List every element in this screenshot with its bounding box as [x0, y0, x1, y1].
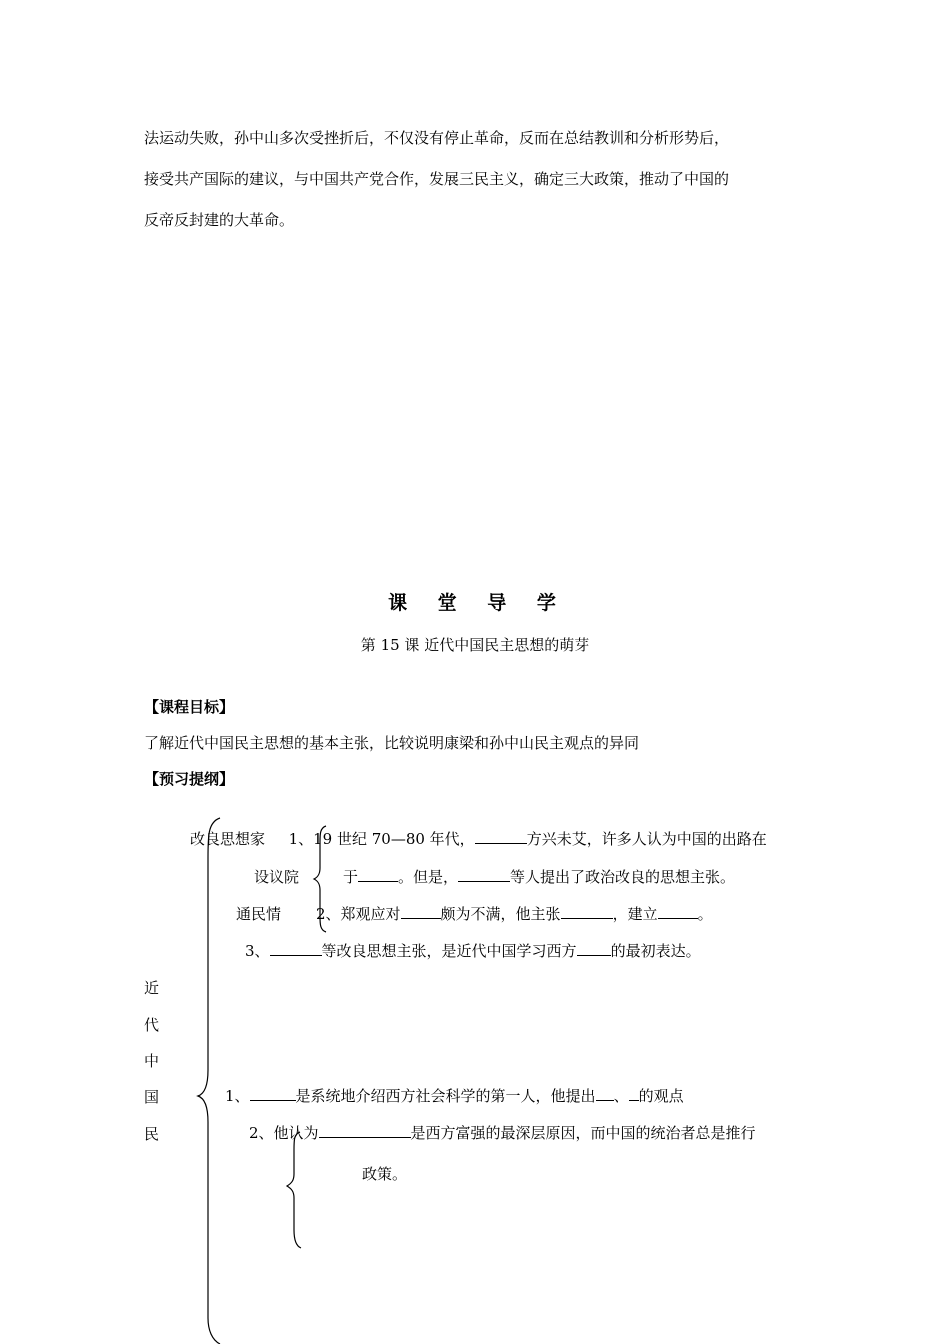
- item2-b: 颇为不满，他主张: [440, 905, 561, 923]
- intro-line-1: 法运动失败，孙中山多次受挫折后，不仅没有停止革命，反而在总结教训和分析形势后，: [144, 129, 730, 147]
- intro-line-3: 反帝反封建的大革命。: [144, 211, 295, 229]
- page-title: 课 堂 导 学: [388, 592, 568, 614]
- yan-item2-c: 政策。: [362, 1165, 408, 1183]
- blank-field[interactable]: [319, 1123, 411, 1138]
- yan-item1-c: 、: [613, 1087, 629, 1105]
- vertical-char: 中: [144, 1052, 160, 1070]
- item1-d: 。但是，: [398, 868, 459, 886]
- item2-d: 。: [697, 905, 713, 923]
- blank-field[interactable]: [475, 829, 527, 844]
- outline-row-2: [343, 867, 735, 887]
- small-brace-icon: [284, 1132, 304, 1248]
- item2-c: ，建立: [612, 905, 658, 923]
- item1-e: 等人提出了政治改良的思想主张。: [510, 868, 736, 886]
- blank-field[interactable]: [561, 904, 613, 919]
- yan-item2-b: 是西方富强的最深层原因，而中国的统治者总是推行: [410, 1124, 756, 1142]
- item1-c: 于: [343, 868, 359, 886]
- sub-label-1: 设议院: [254, 868, 300, 886]
- item3-b: 等改良思想主张，是近代中国学习西方: [321, 942, 577, 960]
- sub-label-2: 通民情: [236, 905, 282, 923]
- item1-b: 方兴未艾，许多人认为中国的出路在: [526, 830, 767, 848]
- reformer-label: 改良思想家: [190, 830, 266, 848]
- large-brace-icon: [196, 818, 226, 1344]
- item1-a: 1、19 世纪 70—80 年代，: [288, 830, 475, 848]
- small-brace-icon: [312, 826, 332, 932]
- blank-field[interactable]: [629, 1086, 639, 1101]
- outline-row-1: [190, 829, 767, 849]
- item3-c: 的最初表达。: [610, 942, 701, 960]
- blank-field[interactable]: [658, 904, 698, 919]
- yan-item1-a: 1、: [225, 1087, 250, 1105]
- blank-field[interactable]: [577, 941, 611, 956]
- vertical-char: 民: [144, 1125, 160, 1143]
- blank-field[interactable]: [596, 1086, 614, 1101]
- outline-heading: 【预习提纲】: [144, 770, 235, 788]
- item2-a: 2、郑观应对: [316, 905, 401, 923]
- outline-row-4: [245, 941, 701, 961]
- item3-a: 3、: [245, 942, 270, 960]
- blank-field[interactable]: [358, 867, 398, 882]
- yan-item2-a: 2、他认为: [249, 1124, 319, 1142]
- goal-heading: 【课程目标】: [144, 698, 235, 716]
- vertical-char: 代: [144, 1016, 160, 1034]
- outline-row-3: [316, 904, 713, 924]
- intro-line-2: 接受共产国际的建议，与中国共产党合作，发展三民主义，确定三大政策，推动了中国的: [144, 170, 730, 188]
- lesson-title: 第 15 课 近代中国民主思想的萌芽: [360, 636, 590, 654]
- outline-row-6: [249, 1123, 756, 1143]
- blank-field[interactable]: [250, 1086, 296, 1101]
- vertical-char: 国: [144, 1088, 160, 1106]
- blank-field[interactable]: [401, 904, 441, 919]
- yan-item1-d: 的观点: [638, 1087, 684, 1105]
- outline-row-5: [225, 1086, 684, 1106]
- yan-item1-b: 是系统地介绍西方社会科学的第一人，他提出: [295, 1087, 596, 1105]
- vertical-char: 近: [144, 979, 160, 997]
- blank-field[interactable]: [458, 867, 510, 882]
- blank-field[interactable]: [270, 941, 322, 956]
- goal-text: 了解近代中国民主思想的基本主张，比较说明康梁和孙中山民主观点的异同: [144, 734, 640, 752]
